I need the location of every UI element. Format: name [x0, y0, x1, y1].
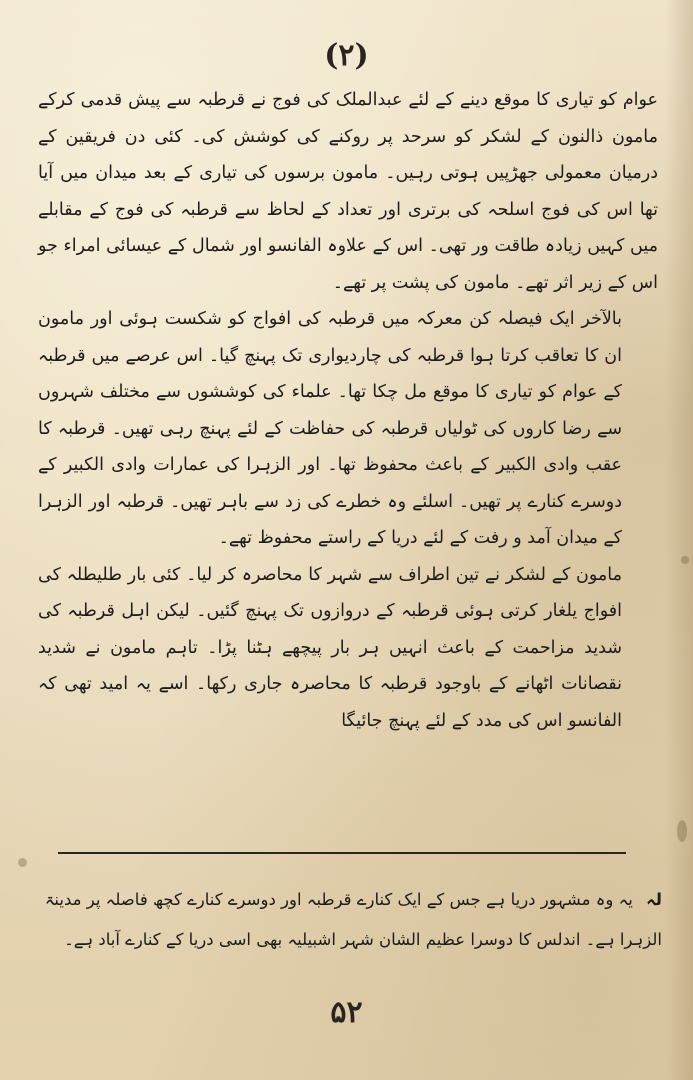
ink-spot — [681, 556, 689, 564]
paragraph: بالآخر ایک فیصلہ کن معرکہ میں قرطبہ کی افواج کو شکست ہوئی اور مامون ان کا تعاقب کرتا ہوا قرطبہ کی چاردیواری تک پہنچ گیا۔ اس عرصے میں قرطبہ کے عوام کو تیاری کا موقع مل چکا تھا۔ علماء کی کوششوں سے مختلف شہروں سے رضا کاروں کی ٹولیاں قرطبہ کی حفاظت کے لئے پہنچ رہی تھیں۔ قرطبہ کا عقب وادی الکبیر کے باعث محفوظ تھا۔ اور الزہرا کی عمارات وادی الکبیر کے دوسرے کنارے پر تھیں۔ اسلئے وہ خطرے کی زد سے باہر تھیں۔ قرطبہ اور الزہرا کے میدان آمد و رفت کے لئے دریا کے راستے محفوظ تھے۔ — [38, 309, 622, 548]
footnote-divider — [58, 852, 626, 854]
page-edge-stain — [665, 0, 693, 1080]
main-text — [38, 82, 658, 739]
chapter-number: (۲) — [324, 38, 369, 73]
page-number: ۵۲ — [330, 995, 363, 1030]
paragraph: عوام کو تیاری کا موقع دینے کے لئے عبدالملک کی فوج نے قرطبہ سے پیش قدمی کرکے مامون ذالنون کے لشکر کو سرحد پر روکنے کی کوشش کی۔ کئی دن فریقین کے درمیان معمولی جھڑپیں ہوتی رہیں۔ مامون برسوں کی تیاری کے بعد میدان میں آیا تھا اس کی فوج اسلحہ کی برتری اور تعداد کے لحاظ سے قرطبہ کی فوج کے مقابلے میں کہیں زیادہ طاقت ور تھی۔ اس کے علاوہ الفانسو اور شمال کے عیسائی امراء جو اس کے زیر اثر تھے۔ مامون کی پشت پر تھے۔ — [38, 90, 658, 293]
footnote — [40, 880, 662, 960]
footnote-text: یہ وہ مشہور دریا ہے جس کے ایک کنارے قرطبہ اور دوسرے کنارے کچھ فاصلہ پر مدینۃ الزہرا ہے۔ اندلس کا دوسرا عظیم الشان شہر اشبیلیہ بھی اسی دریا کے کنارے آباد ہے۔ — [44, 890, 662, 949]
ink-spot — [677, 820, 687, 842]
ink-spot — [18, 858, 27, 867]
paragraph: مامون کے لشکر نے تین اطراف سے شہر کا محاصرہ کر لیا۔ کئی بار طلیطلہ کی افواج یلغار کرتی ہوئی قرطبہ کے دروازوں تک پہنچ گئیں۔ لیکن اہل قرطبہ کی شدید مزاحمت کے باعث انہیں ہر بار پیچھے ہٹنا پڑا۔ تاہم مامون نے شدید نقصانات اٹھانے کے باوجود قرطبہ کا محاصرہ جاری رکھا۔ اسے یہ امید تھی کہ الفانسو اس کی مدد کے لئے پہنچ جائیگا — [38, 564, 622, 731]
footnote-marker: لہ — [646, 890, 662, 909]
